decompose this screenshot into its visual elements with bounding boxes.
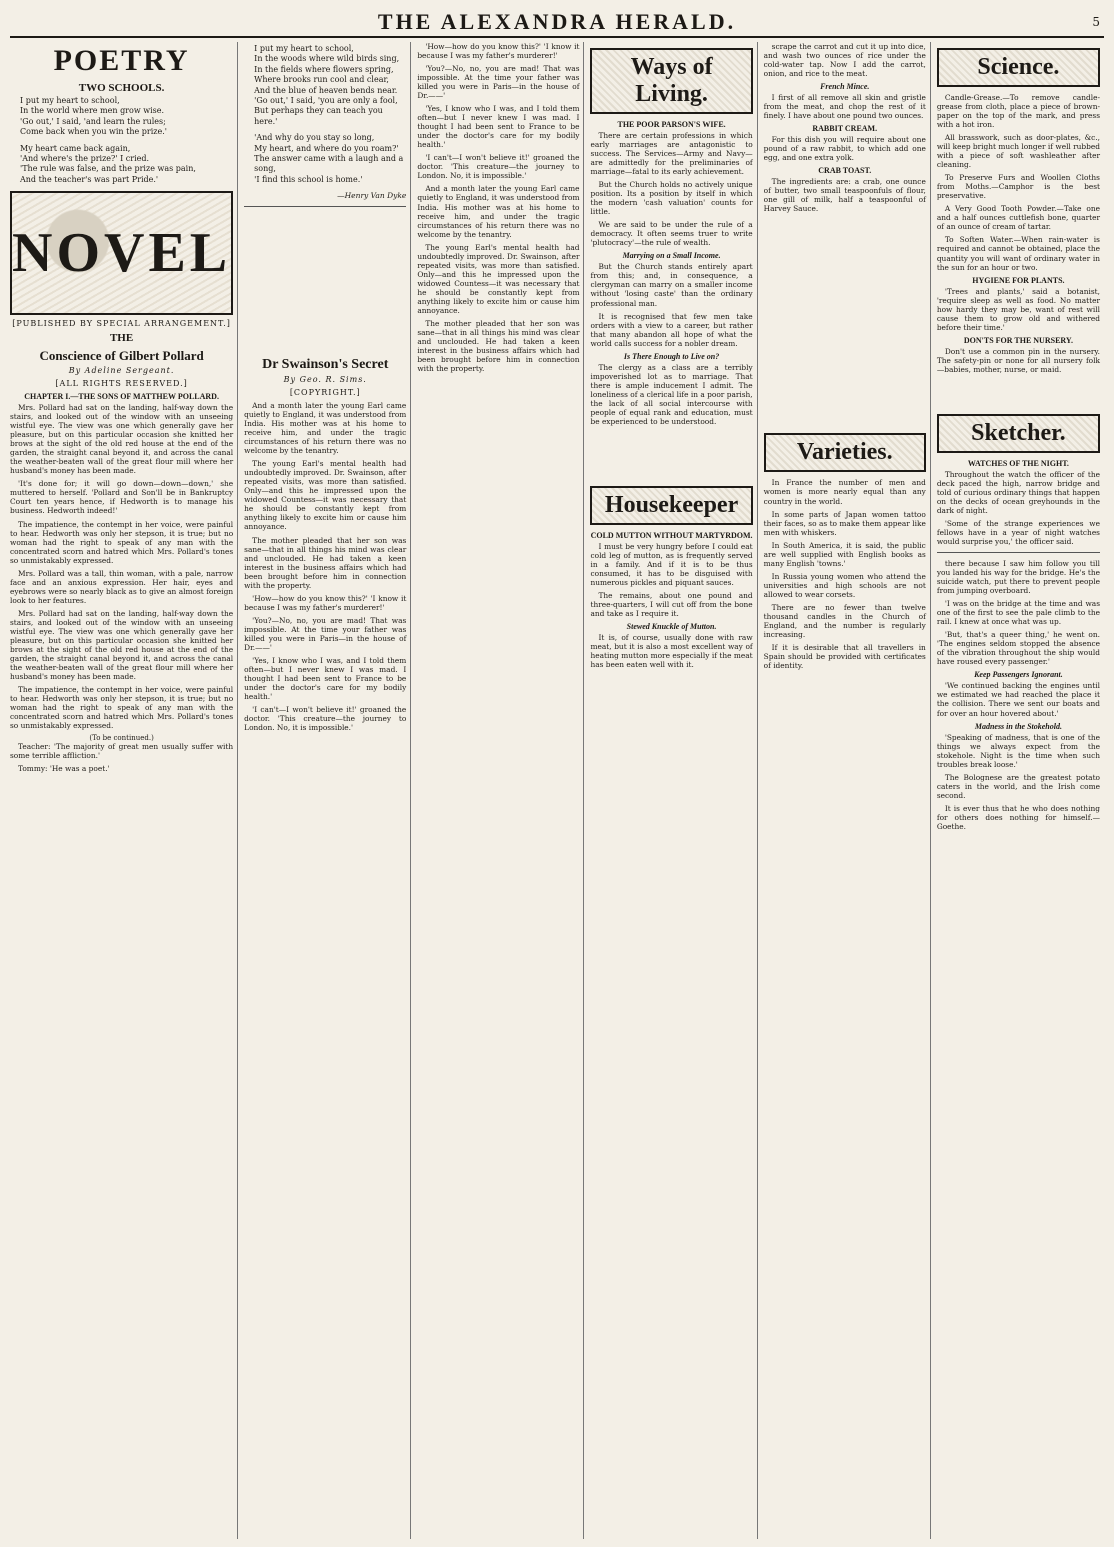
varieties-paragraph: If it is desirable that all travellers in Spain should be provided with certificates of identity.: [763, 642, 926, 670]
column-5: [764, 42, 931, 1539]
right-paragraph: It is ever thus that he who does nothing for others does nothing for himself.—Goethe.: [936, 803, 1100, 831]
sketcher-paragraph: Throughout the watch the officer of the deck paced the high, narrow bridge and told of curious ordinary things that happen on the decks of ocean greyhounds in the dark of night.: [936, 469, 1100, 515]
varieties-paragraph: In some parts of Japan women tattoo their faces, so as to make them appear like men with whiskers.: [763, 509, 926, 537]
swainson-paragraph: 'Yes, I know who I was, and I told them often—but I never knew I was mad. I thought I had been sent to France to be under the doctor's care for my bodily health.': [244, 655, 407, 702]
varieties-paragraph: In Russia young women who attend the universities and high schools are not allowed to wear corsets.: [763, 571, 926, 599]
ways-paragraph: The clergy as a class are a terribly impoverished lot as to marriage. That there is ample inducement I admit. The loneliness of a clerical life in a poor parish, the lack of all social intercourse with people of equal rank and education, must be experienced to be understood.: [590, 362, 753, 426]
science-subhead: HYGIENE FOR PLANTS.: [972, 275, 1065, 285]
right-paragraph: there because I saw him follow you till you landed his way for the bridge. He's the suicide watch, put there to prevent people from jumping overboard.: [936, 559, 1100, 596]
column-1: [10, 42, 238, 1539]
science-paragraph: 'Trees and plants,' said a botanist, 'require sleep as well as food. No matter how hardy they may be, want of rest will cause them to grow old and withered before their time.': [936, 286, 1100, 332]
novel-paragraph: The impatience, the contempt in her voice, were painful to hear. Hedworth was only her stepson, it is true; but no woman had the right to speak of any man with the concentrated scorn and hatred which Mrs. Pollard's tones so unmistakably expressed.: [10, 519, 234, 565]
housekeeper-paragraph: I must be very hungry before I could eat cold leg of mutton, as is frequently served in a family. And if it is to be thus consumed, it has to be disguised with numerous pickles and piquant sauces.: [590, 541, 753, 587]
masthead-title: THE ALEXANDRA HERALD.: [377, 9, 737, 34]
swainson-copyright: [COPYRIGHT.]: [289, 388, 361, 398]
ways-paragraph: There are certain professions in which early marriages are antagonistic to success. The Services—Army and Navy—are admittedly for the preliminaries of marriage—fatal to its early achievement.: [590, 131, 753, 177]
masthead: [10, 8, 1104, 38]
novel-paragraph: The impatience, the contempt in her voice, were painful to hear. Hedworth was only her stepson, it is true; but no woman had the right to speak of any man with the concentrated scorn and hatred which Mrs. Pollard's tones so unmistakably expressed.: [10, 685, 234, 731]
novel-published-note: [PUBLISHED BY SPECIAL ARRANGEMENT.]: [12, 319, 231, 329]
science-paragraph: A Very Good Tooth Powder.—Take one and a half ounces cuttlefish bone, quarter of an ounce of cream of tartar.: [936, 204, 1100, 232]
housekeeper-head: COLD MUTTON WITHOUT MARTYRDOM.: [590, 530, 753, 540]
poem-title: TWO SCHOOLS.: [78, 82, 165, 94]
swainson-byline: By Geo. R. Sims.: [283, 375, 367, 385]
novel-paragraph: Mrs. Pollard was a tall, thin woman, with a pale, narrow face and an anxious expression. Her hair, eyes and eyebrows were so nearly black as to give an almost foreign look to her features.: [10, 568, 234, 605]
swainson-paragraph: 'You?—No, no, you are mad! That was impossible. At the time your father was killed you were in Paris—in the house of Dr.——': [417, 64, 580, 101]
column-3: [417, 42, 584, 1539]
ways-subhead: Marrying on a Small Income.: [622, 251, 721, 261]
science-paragraph: To Soften Water.—When rain-water is required and cannot be obtained, place the quantity you will want of ordinary water in the sun for an hour or two.: [936, 235, 1100, 272]
recipe-paragraph: scrape the carrot and cut it up into dice, and wash two ounces of rice under the cold-water tap. Now I add the carrot, onion, and rice to the meat.: [763, 42, 926, 79]
novel-paragraph: Mrs. Pollard had sat on the landing, half-way down the stairs, and looked out of the window with an unseeing wistful eye. The view was one which generally gave her pleasure, but on this particular occasion she knitted her brows at the sight of the old red house at the end of the garden, the straight canal beyond it, and across the canal the weather-beaten wall of the great flour mill where her husband's money has been made.: [10, 403, 234, 476]
housekeeper-subhead: Stewed Knuckle of Mutton.: [626, 622, 717, 632]
novel-chapter: CHAPTER I.—THE SONS OF MATTHEW POLLARD.: [24, 392, 219, 402]
column-4: [590, 42, 757, 1539]
ways-banner: Ways of Living.: [590, 48, 752, 114]
right-subhead: Madness in the Stokehold.: [974, 721, 1062, 731]
ways-head: THE POOR PARSON'S WIFE.: [617, 120, 726, 129]
swainson-title: Dr Swainson's Secret: [262, 357, 389, 373]
varieties-banner: Varieties.: [764, 433, 926, 472]
right-paragraph: 'But, that's a queer thing,' he went on. 'The engines seldom stopped the absence of the vibration throughout the ship would have roused every passenger.': [936, 630, 1100, 667]
page-number: 5: [1092, 15, 1100, 29]
poem-stanza-2: My heart came back again, 'And where's the prize?' I cried. 'The rule was false, and the prize was pain, And the teacher's was part Pride.': [20, 143, 196, 184]
swainson-paragraph: The mother pleaded that her son was sane—that in all things his mind was clear and unclouded. He had taken a keen interest in the business affairs which had been brought before him in connection with the property.: [417, 318, 580, 374]
sketcher-banner: Sketcher.: [937, 414, 1100, 453]
novel-paragraph: Mrs. Pollard had sat on the landing, half-way down the stairs, and looked out of the window with an unseeing wistful eye. The view was one which generally gave her pleasure, but on this particular occasion she knitted her brows at the sight of the old red house at the end of the garden, the straight canal beyond it, and across the canal the weather-beaten wall of the great flour mill where her husband's money has been made.: [10, 608, 234, 681]
right-paragraph: 'We continued backing the engines until we estimated we had reached the place it the collision. There we sent our boats and for over an hour hovered about.': [936, 681, 1100, 718]
continued-note: (To be continued.): [89, 734, 154, 743]
novel-paragraph: 'It's done for; it will go down—down—down,' she muttered to herself. 'Pollard and Son'll be in Bankruptcy Court ten years hence, if Hedworth is to manage his business. Hedworth indeed!': [10, 479, 234, 516]
sketcher-paragraph: 'Some of the strange experiences we fellows have in a year of night watches would surprise you,' the officer said.: [936, 518, 1100, 547]
novel-title: Conscience of Gilbert Pollard: [39, 348, 204, 364]
swainson-paragraph: 'How—how do you know this?' 'I know it because I was my father's murderer!': [244, 593, 407, 612]
swainson-paragraph: And a month later the young Earl came quietly to England, it was understood from India. His mother was at his home to receive him, and under the tragic circumstances of his return there was no welcome by the tenantry.: [244, 401, 407, 456]
housekeeper-paragraph: The remains, about one pound and three-quarters, I will cut off from the bone and take as I require it.: [590, 591, 753, 619]
recipe-head: RABBIT CREAM.: [812, 124, 878, 134]
science-banner: Science.: [937, 48, 1100, 87]
ways-paragraph: We are said to be under the rule of a democracy. It often seems truer to write 'plutocracy'—the rule of wealth.: [590, 220, 753, 248]
ways-paragraph: It is recognised that few men take orders with a view to a career, but rather that many abandon all hope of what the world calls success for a nobler dream.: [590, 311, 753, 348]
housekeeper-banner: Housekeeper: [590, 486, 752, 525]
ways-paragraph: But the Church stands entirely apart from this; and, in consequence, a clergyman can marry on a smaller income without 'losing caste' than the ordinary professional man.: [590, 262, 753, 308]
poem-author: —Henry Van Dyke: [337, 191, 407, 201]
housekeeper-paragraph: It is, of course, usually done with raw meat, but it is also a most excellent way of heating mutton more especially if the meat has been eaten well with it.: [590, 633, 753, 670]
swainson-paragraph: The young Earl's mental health had undoubtedly improved. Dr. Swainson, after repeated visits, was more than satisfied. Only—and this he impressed upon the widowed Countess—it was necessary that he should be constantly kept from anything likely to excite him or cause him annoyance.: [244, 459, 407, 532]
recipe-head: French Mince.: [820, 82, 870, 92]
swainson-paragraph: 'Yes, I know who I was, and I told them often—but I never knew I was mad. I thought I had been sent to France to be under the doctor's care for my bodily health.': [417, 104, 580, 150]
swainson-paragraph: 'How—how do you know this?' 'I know it because I was my father's murderer!': [417, 42, 580, 61]
poetry-banner: POETRY: [53, 44, 190, 77]
science-subhead: DON'TS FOR THE NURSERY.: [963, 335, 1073, 345]
science-paragraph: To Preserve Furs and Woollen Cloths from Moths.—Camphor is the best preservative.: [936, 173, 1100, 201]
recipe-paragraph: For this dish you will require about one pound of a raw rabbit, to which add one egg, and one extra yolk.: [763, 135, 926, 163]
recipe-paragraph: The ingredients are: a crab, one ounce of butter, two small teaspoonfuls of flour, one gill of milk, half a teaspoonful of Harvey Sauce.: [763, 177, 926, 214]
poem-stanza-1: I put my heart to school, In the world where men grow wise. 'Go out,' I said, 'and learn the rules; Come back when you win the prize.': [20, 96, 167, 137]
science-paragraph: Candle-Grease.—To remove candle-grease from cloth, place a piece of brown-paper on the top of the mark, and press with a hot iron.: [936, 93, 1100, 130]
poem-stanza-3: I put my heart to school, In the woods where wild birds sing, In the fields where flowers spring, Where brooks run cool and clear, And the blue of heaven bends near. 'Go out,' I said, 'you are only a fool, But perhaps they can teach you here.': [254, 44, 400, 126]
recipe-head: CRAB TOAST.: [818, 166, 872, 176]
novel-banner: NOVEL: [10, 191, 233, 315]
swainson-paragraph: 'You?—No, no, you are mad! That was impossible. At the time your father was killed you were in Paris—in the house of Dr.——': [244, 615, 407, 652]
joke-line: Tommy: 'He was a poet.': [18, 764, 110, 774]
varieties-paragraph: In South America, it is said, the public are well supplied with English books as many English 'towns.': [763, 540, 926, 568]
swainson-paragraph: 'I can't—I won't believe it!' groaned the doctor. 'This creature—the journey to London. No, it is impossible.': [417, 153, 580, 181]
novel-rights: [ALL RIGHTS RESERVED.]: [55, 379, 188, 389]
swainson-paragraph: The young Earl's mental health had undoubtedly improved. Dr. Swainson, after repeated visits, was more than satisfied. Only—and this he impressed upon the widowed Countess—it was necessary that he should be constantly kept from anything likely to excite him or cause him annoyance.: [417, 242, 580, 315]
swainson-paragraph: The mother pleaded that her son was sane—that in all things his mind was clear and unclouded. He had taken a keen interest in the business affairs which had been brought before him in connection with the property.: [244, 535, 407, 590]
science-paragraph: Don't use a common pin in the nursery. The safety-pin or none for all nursery folk—babies, mother, nurse, or maid.: [936, 346, 1100, 374]
ways-subhead: Is There Enough to Live on?: [623, 351, 720, 361]
ways-paragraph: But the Church holds no actively unique position. Its a position by itself in which the modern 'cash valuation' counts for little.: [590, 180, 753, 217]
joke-line: Teacher: 'The majority of great men usually suffer with some terrible affliction.': [10, 742, 234, 761]
varieties-paragraph: In France the number of men and women is more nearly equal than any country in the world.: [763, 478, 926, 506]
novel-byline: By Adeline Sergeant.: [68, 366, 175, 376]
column-6: [937, 42, 1104, 1539]
science-paragraph: All brasswork, such as door-plates, &c., will keep bright much longer if well rubbed with a piece of soft washleather after cleaning.: [936, 133, 1100, 170]
right-paragraph: 'Speaking of madness, that is one of the things we always expect from the stokehole. Night is the time when such troubles break loose.': [936, 732, 1100, 769]
sketcher-head: WATCHES OF THE NIGHT.: [967, 458, 1069, 468]
column-2: [244, 42, 411, 1539]
right-subhead: Keep Passengers Ignorant.: [974, 670, 1063, 680]
swainson-paragraph: 'I can't—I won't believe it!' groaned the doctor. 'This creature—the journey to London. No, it is impossible.': [244, 705, 407, 733]
right-paragraph: The Bolognese are the greatest potato caters in the world, and the Irish come second.: [936, 772, 1100, 800]
varieties-paragraph: There are no fewer than twelve thousand candles in the Church of England, and the number is regularly increasing.: [763, 602, 926, 639]
poem-stanza-4: 'And why do you stay so long, My heart, and where do you roam?' The answer came with a laugh and a song, 'I find this school is home.': [254, 133, 404, 184]
novel-the: THE: [109, 332, 134, 345]
swainson-paragraph: And a month later the young Earl came quietly to England, it was understood from India. His mother was at his home to receive him, and under the tragic circumstances of his return there was no welcome by the tenantry.: [417, 184, 580, 239]
right-paragraph: 'I was on the bridge at the time and was one of the first to see the pale climb to the rail. I knew at once what was up.: [936, 599, 1100, 627]
recipe-paragraph: I first of all remove all skin and gristle from the meat, and chop the rest of it finely. I have about one pound two ounces.: [763, 93, 926, 121]
